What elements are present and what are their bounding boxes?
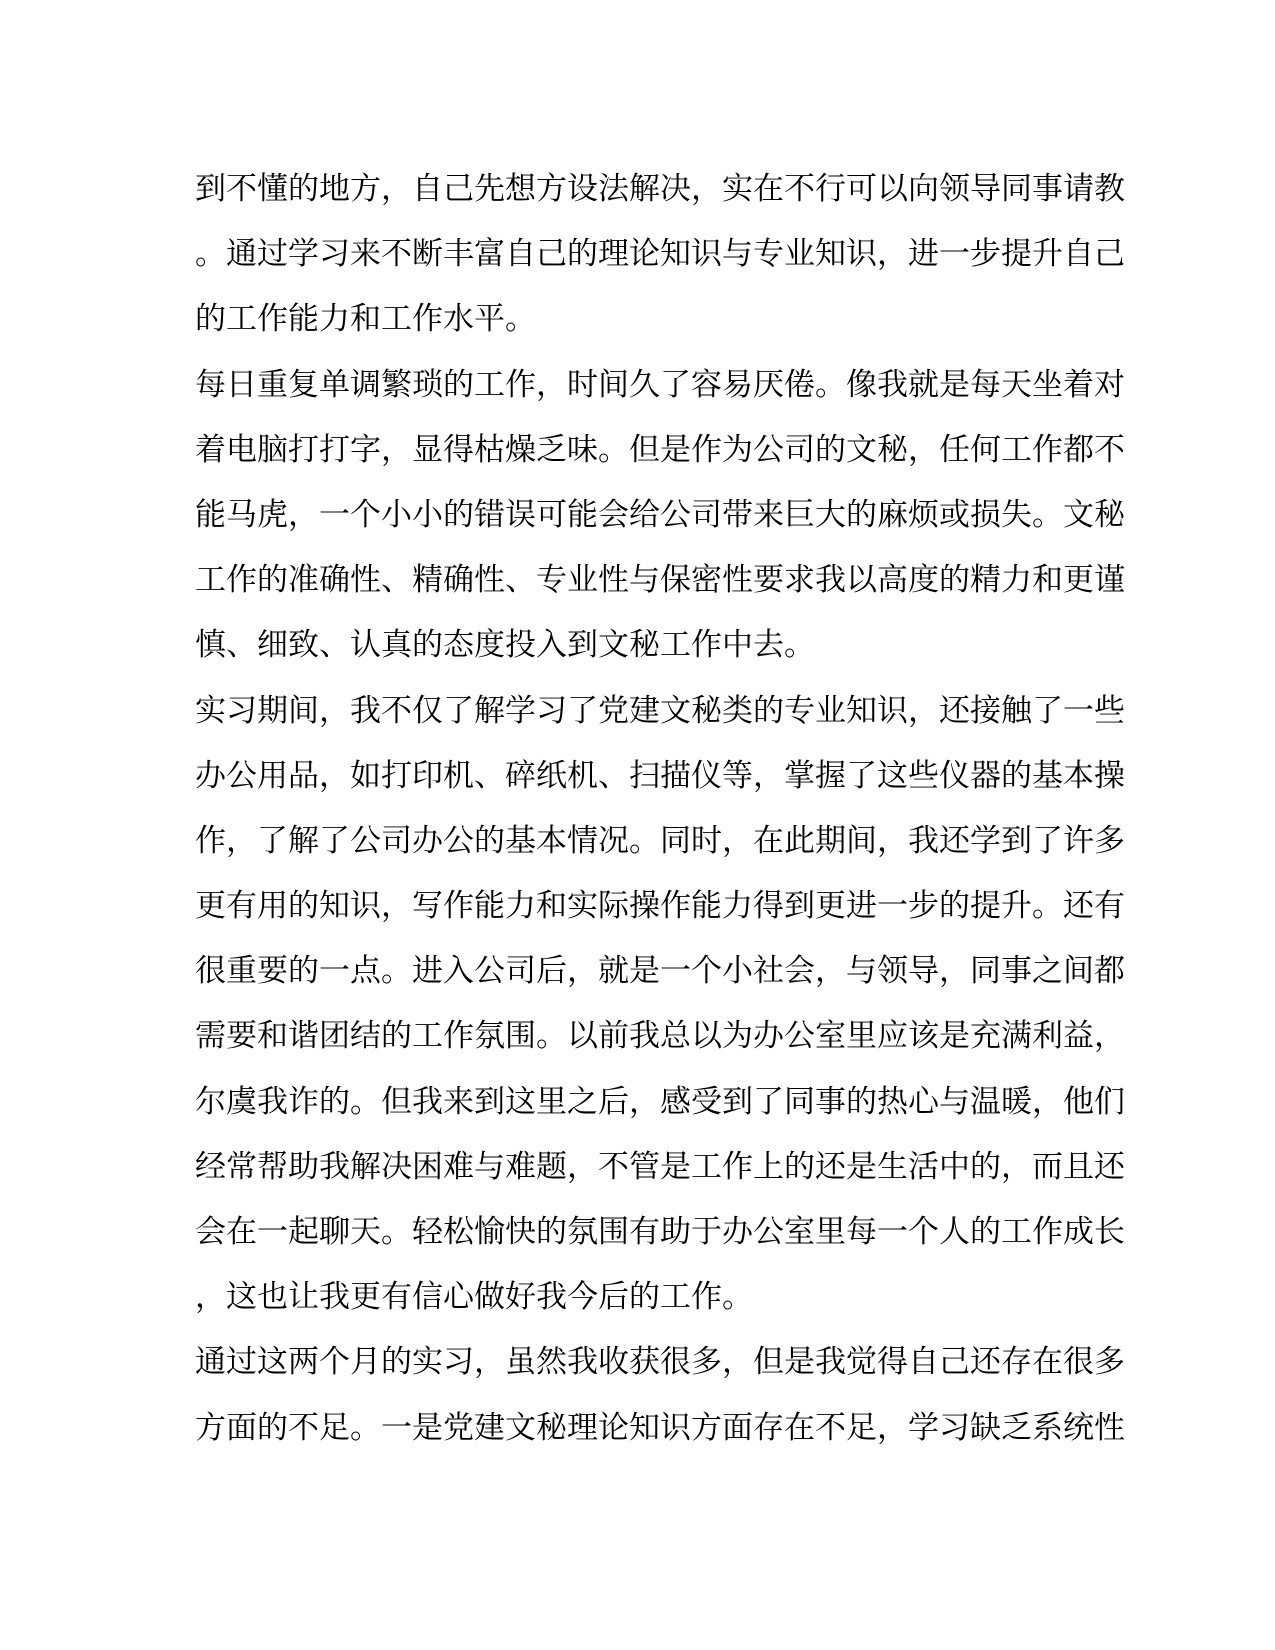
- text-line: 。通过学习来不断丰富自己的理论知识与专业知识，进一步提升自己: [195, 236, 1125, 273]
- text-line: 方面的不足。一是党建文秘理论知识方面存在不足，学习缺乏系统性: [195, 1409, 1125, 1446]
- text-line: 着电脑打打字，显得枯燥乏味。但是作为公司的文秘，任何工作都不: [195, 431, 1125, 468]
- text-line: 很重要的一点。进入公司后，就是一个小社会，与领导，同事之间都: [195, 953, 1125, 990]
- text-line: ，这也让我更有信心做好我今后的工作。: [195, 1279, 753, 1316]
- text-line: 的工作能力和工作水平。: [195, 301, 536, 338]
- text-line: 办公用品，如打印机、碎纸机、扫描仪等，掌握了这些仪器的基本操: [195, 757, 1125, 794]
- text-line: 能马虎，一个小小的错误可能会给公司带来巨大的麻烦或损失。文秘: [195, 496, 1125, 533]
- text-line: 会在一起聊天。轻松愉快的氛围有助于办公室里每一个人的工作成长: [195, 1214, 1125, 1250]
- text-line: 工作的准确性、精确性、专业性与保密性要求我以高度的精力和更谨: [195, 562, 1125, 599]
- text-line: 更有用的知识，写作能力和实际操作能力得到更进一步的提升。还有: [195, 888, 1125, 925]
- body-text: [195, 157, 1125, 1461]
- text-line: 通过这两个月的实习，虽然我收获很多，但是我觉得自己还存在很多: [195, 1344, 1125, 1381]
- text-line: 实习期间，我不仅了解学习了党建文秘类的专业知识，还接触了一些: [195, 692, 1125, 729]
- text-line: 经常帮助我解决困难与难题，不管是工作上的还是生活中的，而且还: [195, 1148, 1125, 1185]
- text-line: 慎、细致、认真的态度投入到文秘工作中去。: [195, 627, 815, 664]
- text-line: 作，了解了公司办公的基本情况。同时，在此期间，我还学到了许多: [195, 822, 1125, 859]
- text-line: 需要和谐团结的工作氛围。以前我总以为办公室里应该是充满利益，: [195, 1018, 1125, 1055]
- text-line: 每日重复单调繁琐的工作，时间久了容易厌倦。像我就是每天坐着对: [195, 366, 1125, 403]
- text-line: 尔虞我诈的。但我来到这里之后，感受到了同事的热心与温暖，他们: [195, 1083, 1125, 1120]
- text-line: 到不懂的地方，自己先想方设法解决，实在不行可以向领导同事请教: [195, 171, 1125, 207]
